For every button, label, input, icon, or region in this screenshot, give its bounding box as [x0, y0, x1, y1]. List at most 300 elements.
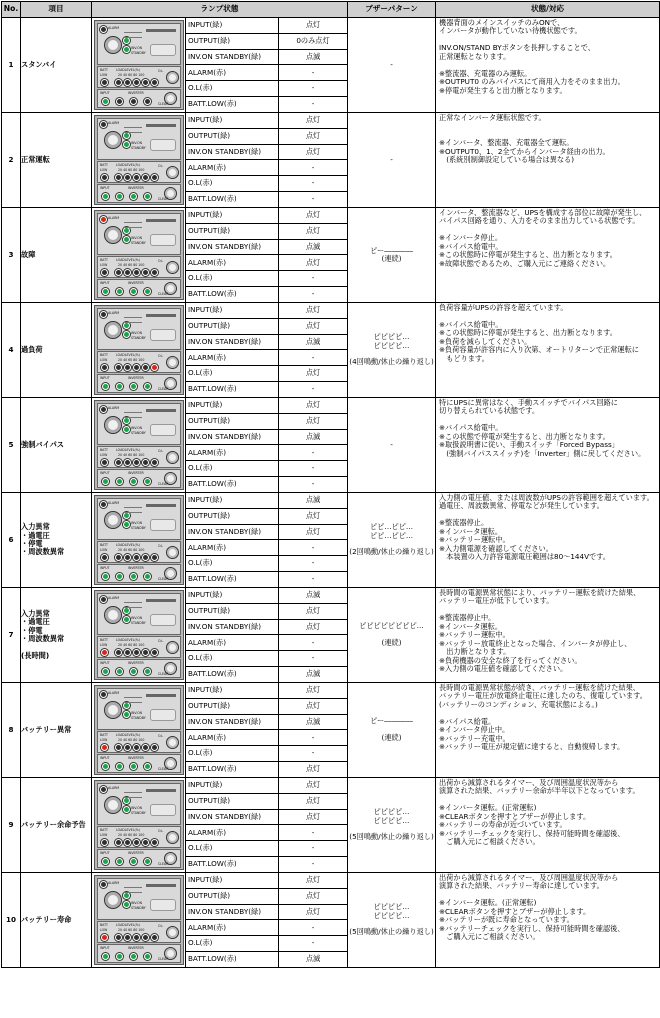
- lamp-name: ALARM(赤): [186, 445, 279, 461]
- output2-lamp: [144, 383, 151, 390]
- row-number: 10: [2, 873, 21, 968]
- table-row: [2, 683, 660, 699]
- lamp-state: 点灯: [279, 888, 348, 904]
- panel-middle-section: [97, 731, 181, 753]
- table-row: [2, 493, 660, 509]
- ol-label: O.L: [158, 639, 164, 643]
- lamp-name: ALARM(赤): [186, 65, 279, 81]
- state-description: 負荷容量がUPSの許容を超えています。 ※バイパス給電中。 ※この状態時に停電が発生すると、出力断となります。 ※負荷を減らしてください。 ※負荷容量が許容内に入り次第、オートリターンで正常運転に もどります。: [436, 303, 660, 398]
- inv-on-label: INV.ON: [131, 331, 142, 335]
- input-lamp: [102, 763, 109, 770]
- input-lamp: [102, 953, 109, 960]
- standby-label: STANDBY: [131, 906, 146, 910]
- inverter-label: INVERTER: [128, 661, 144, 665]
- lamp-state: -: [279, 572, 348, 588]
- input-label: INPUT: [100, 186, 110, 190]
- loadlevel-scale: 20 40 60 80 100: [118, 548, 145, 552]
- load-lamp-4: [142, 649, 149, 656]
- panel-marking: [124, 222, 142, 228]
- lamp-state: -: [279, 97, 348, 113]
- lamp-name: INV.ON STANDBY(緑): [186, 429, 279, 445]
- lamp-name: INV.ON STANDBY(緑): [186, 144, 279, 160]
- ol-label: O.L: [158, 69, 164, 73]
- load-lamp-3: [133, 364, 140, 371]
- lamp-state: 点灯: [279, 18, 348, 34]
- output-lamp: [123, 322, 130, 329]
- output1-lamp: [130, 383, 137, 390]
- inv-on-label: INV.ON: [131, 141, 142, 145]
- panel-marking: [124, 127, 142, 133]
- panel-middle-section: [97, 636, 181, 658]
- lamp-state: -: [279, 192, 348, 208]
- lamp-state: -: [279, 540, 348, 556]
- lamp-name: O.L(赤): [186, 271, 279, 287]
- ups-front-panel: [94, 115, 184, 205]
- ol-lamp: [151, 364, 158, 371]
- panel-middle-section: [97, 256, 181, 278]
- panel-top-section: [97, 403, 181, 445]
- output1-lamp: [130, 193, 137, 200]
- lamp-name: BATT.LOW(赤): [186, 572, 279, 588]
- header-buzzer: ブザーパターン: [348, 2, 436, 18]
- loadlevel-label: LOADLEVEL(%): [116, 163, 141, 167]
- lamp-state: 点灯: [279, 255, 348, 271]
- output1-lamp: [130, 573, 137, 580]
- output1-lamp: [130, 953, 137, 960]
- brand-logo-bar: [146, 694, 176, 697]
- row-number: 6: [2, 493, 21, 588]
- brand-logo-badge: [150, 804, 176, 816]
- panel-knob-upper: [166, 641, 179, 654]
- input-label: INPUT: [100, 376, 110, 380]
- inv-on-label: INV.ON: [131, 616, 142, 620]
- output0-lamp: [116, 383, 123, 390]
- ups-front-panel: [94, 875, 184, 965]
- batt-low-lamp: [101, 839, 108, 846]
- output0-lamp: [116, 858, 123, 865]
- panel-top-section: [97, 213, 181, 255]
- output1-lamp: [130, 668, 137, 675]
- loadlevel-scale: 20 40 60 80 100: [118, 358, 145, 362]
- clear-label: CLEAR: [158, 102, 169, 106]
- output1-lamp: [130, 478, 137, 485]
- header-row: [2, 2, 660, 18]
- lamp-state: 点灯: [279, 524, 348, 540]
- alarm-lamp-label: ALARM: [108, 501, 120, 505]
- panel-bottom-section: [97, 849, 181, 868]
- panel-knob-upper: [166, 71, 179, 84]
- output2-lamp: [144, 98, 151, 105]
- lamp-name: ALARM(赤): [186, 825, 279, 841]
- panel-marking: [124, 317, 142, 323]
- panel-knob-upper: [166, 546, 179, 559]
- lamp-state: -: [279, 461, 348, 477]
- lamp-name: O.L(赤): [186, 81, 279, 97]
- ol-label: O.L: [158, 544, 164, 548]
- output2-lamp: [144, 763, 151, 770]
- brand-logo-bar: [146, 124, 176, 127]
- panel-top-section: [97, 783, 181, 825]
- lamp-name: OUTPUT(緑): [186, 413, 279, 429]
- lamp-state: 点滅: [279, 49, 348, 65]
- buzzer-pattern: ピピピピ… ピピピピ… (5回鳴動/休止の繰り返し): [348, 778, 436, 873]
- lamp-name: O.L(赤): [186, 651, 279, 667]
- panel-cell: [92, 398, 186, 493]
- inv-on-lamp: [123, 141, 130, 148]
- alarm-lamp-label: ALARM: [108, 26, 120, 30]
- output-lamp: [123, 607, 130, 614]
- lamp-name: ALARM(赤): [186, 160, 279, 176]
- loadlevel-label: LOADLEVEL(%): [116, 543, 141, 547]
- load-lamp-2: [124, 839, 131, 846]
- lamp-name: O.L(赤): [186, 841, 279, 857]
- lamp-state: 点滅: [279, 588, 348, 604]
- low-label: LOW: [100, 928, 108, 932]
- row-item: 強制バイパス: [21, 398, 92, 493]
- brand-logo-bar: [146, 409, 176, 412]
- panel-cell: [92, 683, 186, 778]
- loadlevel-label: LOADLEVEL(%): [116, 353, 141, 357]
- lamp-state: 点灯: [279, 698, 348, 714]
- panel-bottom-section: [97, 659, 181, 678]
- ol-label: O.L: [158, 829, 164, 833]
- output-lamp: [123, 227, 130, 234]
- buzzer-pattern: -: [348, 113, 436, 208]
- load-lamp-2: [124, 79, 131, 86]
- output-lamp: [123, 892, 130, 899]
- lamp-state: -: [279, 382, 348, 398]
- lamp-state: -: [279, 635, 348, 651]
- load-lamp-3: [133, 554, 140, 561]
- panel-cell: [92, 208, 186, 303]
- load-lamp-1: [115, 554, 122, 561]
- inverter-label: INVERTER: [128, 281, 144, 285]
- inv-on-label: INV.ON: [131, 711, 142, 715]
- alarm-lamp: [100, 311, 107, 318]
- output-lamp: [123, 512, 130, 519]
- inv-on-lamp: [123, 806, 130, 813]
- batt-label: BATT: [100, 828, 108, 832]
- loadlevel-label: LOADLEVEL(%): [116, 828, 141, 832]
- lamp-name: INPUT(緑): [186, 493, 279, 509]
- input-label: INPUT: [100, 756, 110, 760]
- inv-on-lamp: [123, 426, 130, 433]
- panel-knob-upper: [166, 261, 179, 274]
- lamp-state: -: [279, 445, 348, 461]
- ol-lamp: [151, 174, 158, 181]
- brand-logo-bar: [146, 504, 176, 507]
- ups-front-panel: [94, 20, 184, 110]
- lamp-state: -: [279, 857, 348, 873]
- load-lamp-4: [142, 364, 149, 371]
- loadlevel-scale: 20 40 60 80 100: [118, 833, 145, 837]
- alarm-lamp: [100, 121, 107, 128]
- lamp-name: INPUT(緑): [186, 778, 279, 794]
- batt-label: BATT: [100, 258, 108, 262]
- input-label: INPUT: [100, 471, 110, 475]
- buzzer-pattern: ピー―――― (連続): [348, 683, 436, 778]
- low-label: LOW: [100, 738, 108, 742]
- lamp-name: OUTPUT(緑): [186, 33, 279, 49]
- inv-on-lamp: [123, 236, 130, 243]
- lamp-state: -: [279, 65, 348, 81]
- lamp-state: -: [279, 746, 348, 762]
- inv-on-standby-button: [104, 796, 122, 814]
- panel-cell: [92, 778, 186, 873]
- lamp-name: OUTPUT(緑): [186, 793, 279, 809]
- output2-lamp: [144, 478, 151, 485]
- lamp-state: -: [279, 825, 348, 841]
- lamp-state: -: [279, 176, 348, 192]
- brand-logo-bar: [146, 29, 176, 32]
- clear-label: CLEAR: [158, 957, 169, 961]
- ups-front-panel: [94, 590, 184, 680]
- batt-low-lamp: [101, 554, 108, 561]
- panel-cell: [92, 493, 186, 588]
- clear-label: CLEAR: [158, 197, 169, 201]
- inv-on-lamp: [123, 711, 130, 718]
- load-lamp-3: [133, 649, 140, 656]
- table-row: [2, 208, 660, 224]
- low-label: LOW: [100, 168, 108, 172]
- low-label: LOW: [100, 453, 108, 457]
- batt-label: BATT: [100, 733, 108, 737]
- lamp-state: 点灯: [279, 762, 348, 778]
- lamp-state: -: [279, 651, 348, 667]
- buzzer-pattern: ピー―――― (連続): [348, 208, 436, 303]
- state-description: 長時間の電源異常状態が続き、バッテリー運転を続けた結果、 バッテリー電圧が放電終止電圧に達したのち、復電しています。 (バッテリーのコンディション、充電状態による。) ※バイパス給電。 ※インバータ停止中。 ※バッテリー充電中。 ※バッテリー電圧が規定値に達すると、自動復帰します。: [436, 683, 660, 778]
- input-lamp: [102, 478, 109, 485]
- lamp-state: 点滅: [279, 714, 348, 730]
- batt-label: BATT: [100, 353, 108, 357]
- ol-lamp: [151, 269, 158, 276]
- load-lamp-4: [142, 839, 149, 846]
- panel-knob-upper: [166, 356, 179, 369]
- panel-marking: [124, 412, 142, 418]
- row-number: 9: [2, 778, 21, 873]
- load-lamp-1: [115, 269, 122, 276]
- buzzer-pattern: ピピ…ピピ… ピピ…ピピ… (2回鳴動/休止の繰り返し): [348, 493, 436, 588]
- output0-lamp: [116, 193, 123, 200]
- panel-cell: [92, 18, 186, 113]
- lamp-name: ALARM(赤): [186, 350, 279, 366]
- state-description: 正常なインバータ運転状態です。 ※インバータ、整流器、充電器全て運転。 ※OUTPUT0、1、2全てからインバータ経由の出力。 (系統別制御設定している場合は異なる): [436, 113, 660, 208]
- row-number: 8: [2, 683, 21, 778]
- panel-top-section: [97, 118, 181, 160]
- lamp-state: 点滅: [279, 493, 348, 509]
- output1-lamp: [130, 288, 137, 295]
- load-lamp-2: [124, 459, 131, 466]
- ol-label: O.L: [158, 924, 164, 928]
- lamp-state: 点灯: [279, 793, 348, 809]
- lamp-name: O.L(赤): [186, 936, 279, 952]
- lamp-state: 点灯: [279, 904, 348, 920]
- panel-knob-upper: [166, 831, 179, 844]
- lamp-state: 点灯: [279, 113, 348, 129]
- input-label: INPUT: [100, 851, 110, 855]
- alarm-lamp: [100, 786, 107, 793]
- low-label: LOW: [100, 548, 108, 552]
- input-lamp: [102, 858, 109, 865]
- brand-logo-bar: [146, 599, 176, 602]
- low-label: LOW: [100, 73, 108, 77]
- loadlevel-scale: 20 40 60 80 100: [118, 168, 145, 172]
- row-number: 7: [2, 588, 21, 683]
- ol-label: O.L: [158, 354, 164, 358]
- alarm-lamp: [100, 406, 107, 413]
- row-number: 1: [2, 18, 21, 113]
- load-lamp-4: [142, 459, 149, 466]
- load-lamp-4: [142, 269, 149, 276]
- brand-logo-badge: [150, 614, 176, 626]
- table-row: [2, 588, 660, 604]
- load-lamp-3: [133, 839, 140, 846]
- alarm-lamp-label: ALARM: [108, 881, 120, 885]
- lamp-state: 点滅: [279, 429, 348, 445]
- low-label: LOW: [100, 643, 108, 647]
- batt-label: BATT: [100, 163, 108, 167]
- input-label: INPUT: [100, 91, 110, 95]
- ol-label: O.L: [158, 449, 164, 453]
- output2-lamp: [144, 288, 151, 295]
- lamp-name: INV.ON STANDBY(緑): [186, 904, 279, 920]
- brand-logo-badge: [150, 44, 176, 56]
- panel-marking: [124, 602, 142, 608]
- clear-label: CLEAR: [158, 672, 169, 676]
- lamp-state: 点灯: [279, 144, 348, 160]
- lamp-name: BATT.LOW(赤): [186, 857, 279, 873]
- row-item: 正常運転: [21, 113, 92, 208]
- lamp-state: -: [279, 556, 348, 572]
- panel-marking: [124, 507, 142, 513]
- table-row: [2, 303, 660, 319]
- lamp-state: 点灯: [279, 619, 348, 635]
- output0-lamp: [116, 668, 123, 675]
- lamp-state: -: [279, 841, 348, 857]
- table-row: [2, 113, 660, 129]
- state-description: 長時間の電源異常状態により、バッテリー運転を続けた結果、 バッテリー電圧が低下しています。 ※整流器停止中。 ※インバータ運転。 ※バッテリー運転中。 ※バッテリー放電終止となった場合、インバータが停止し、 出力断となります。 ※負荷機器の安全な終了を行ってください。 ※入力側の電圧値を確認してください。: [436, 588, 660, 683]
- load-lamp-2: [124, 934, 131, 941]
- output1-lamp: [130, 763, 137, 770]
- ol-lamp: [151, 934, 158, 941]
- panel-bottom-section: [97, 944, 181, 963]
- batt-label: BATT: [100, 448, 108, 452]
- input-lamp: [102, 288, 109, 295]
- inverter-label: INVERTER: [128, 186, 144, 190]
- batt-low-lamp: [101, 459, 108, 466]
- inv-on-lamp: [123, 46, 130, 53]
- alarm-lamp-label: ALARM: [108, 691, 120, 695]
- lamp-state: -: [279, 730, 348, 746]
- state-description: 出荷から減算されるタイマー、及び周囲温度状況等から 演算された結果、バッテリー余命が半年以下となっています。 ※インバータ運転。(正常運転) ※CLEARボタンを押すとブザーが停止します。 ※バッテリーの寿命が近づいています。 ※バッテリーチェックを実行し、保持可能時間を確認後、 ご購入元にご相談ください。: [436, 778, 660, 873]
- lamp-name: BATT.LOW(赤): [186, 477, 279, 493]
- panel-middle-section: [97, 161, 181, 183]
- lamp-state: -: [279, 936, 348, 952]
- lamp-name: OUTPUT(緑): [186, 888, 279, 904]
- lamp-name: ALARM(赤): [186, 635, 279, 651]
- panel-bottom-section: [97, 89, 181, 108]
- lamp-name: BATT.LOW(赤): [186, 97, 279, 113]
- lamp-name: INPUT(緑): [186, 873, 279, 889]
- standby-label: STANDBY: [131, 811, 146, 815]
- load-lamp-1: [115, 649, 122, 656]
- loadlevel-label: LOADLEVEL(%): [116, 923, 141, 927]
- ol-lamp: [151, 554, 158, 561]
- load-lamp-1: [115, 79, 122, 86]
- row-number: 2: [2, 113, 21, 208]
- low-label: LOW: [100, 358, 108, 362]
- input-lamp: [102, 668, 109, 675]
- alarm-lamp: [100, 26, 107, 33]
- lamp-name: BATT.LOW(赤): [186, 382, 279, 398]
- table-row: [2, 398, 660, 414]
- lamp-state: -: [279, 287, 348, 303]
- load-lamp-2: [124, 174, 131, 181]
- ol-label: O.L: [158, 734, 164, 738]
- lamp-state: 点灯: [279, 683, 348, 699]
- panel-marking: [124, 32, 142, 38]
- load-lamp-1: [115, 934, 122, 941]
- alarm-lamp-label: ALARM: [108, 121, 120, 125]
- ups-front-panel: [94, 400, 184, 490]
- header-item: 項目: [21, 2, 92, 18]
- row-number: 4: [2, 303, 21, 398]
- panel-cell: [92, 303, 186, 398]
- lamp-name: BATT.LOW(赤): [186, 952, 279, 968]
- inverter-label: INVERTER: [128, 851, 144, 855]
- loadlevel-label: LOADLEVEL(%): [116, 733, 141, 737]
- panel-middle-section: [97, 66, 181, 88]
- ol-lamp: [151, 744, 158, 751]
- inv-on-lamp: [123, 616, 130, 623]
- output0-lamp: [116, 478, 123, 485]
- clear-label: CLEAR: [158, 862, 169, 866]
- clear-label: CLEAR: [158, 577, 169, 581]
- inv-on-standby-button: [104, 701, 122, 719]
- alarm-lamp-label: ALARM: [108, 596, 120, 600]
- standby-label: STANDBY: [131, 431, 146, 435]
- lamp-name: ALARM(赤): [186, 540, 279, 556]
- alarm-lamp: [100, 501, 107, 508]
- lamp-name: O.L(赤): [186, 556, 279, 572]
- inv-on-lamp: [123, 901, 130, 908]
- lamp-state: 点灯: [279, 413, 348, 429]
- output-lamp: [123, 702, 130, 709]
- loadlevel-scale: 20 40 60 80 100: [118, 643, 145, 647]
- loadlevel-scale: 20 40 60 80 100: [118, 738, 145, 742]
- panel-marking: [124, 792, 142, 798]
- lamp-state: -: [279, 477, 348, 493]
- input-label: INPUT: [100, 661, 110, 665]
- panel-bottom-section: [97, 374, 181, 393]
- row-item: バッテリー異常: [21, 683, 92, 778]
- state-description: 機器背面のメインスイッチのみONで、 インバータが動作していない待機状態です。 INV.ON/STAND BYボタンを長押しすることで、 正常運転となります。 ※整流器、充電器のみ運転。 ※OUTPUT0 のみバイパスにて商用入力をそのまま出力。 ※停電が発生すると出力断となります。: [436, 18, 660, 113]
- brand-logo-badge: [150, 709, 176, 721]
- inv-on-label: INV.ON: [131, 901, 142, 905]
- row-item: 入力異常 ・過電圧 ・停電 ・周波数異常 (長時間): [21, 588, 92, 683]
- brand-logo-badge: [150, 329, 176, 341]
- ol-lamp: [151, 459, 158, 466]
- lamp-name: INV.ON STANDBY(緑): [186, 334, 279, 350]
- alarm-lamp: [100, 216, 107, 223]
- ol-label: O.L: [158, 164, 164, 168]
- inverter-label: INVERTER: [128, 756, 144, 760]
- ups-front-panel: [94, 780, 184, 870]
- panel-marking: [124, 887, 142, 893]
- lamp-name: INPUT(緑): [186, 303, 279, 319]
- alarm-lamp-label: ALARM: [108, 406, 120, 410]
- lamp-state: 点滅: [279, 667, 348, 683]
